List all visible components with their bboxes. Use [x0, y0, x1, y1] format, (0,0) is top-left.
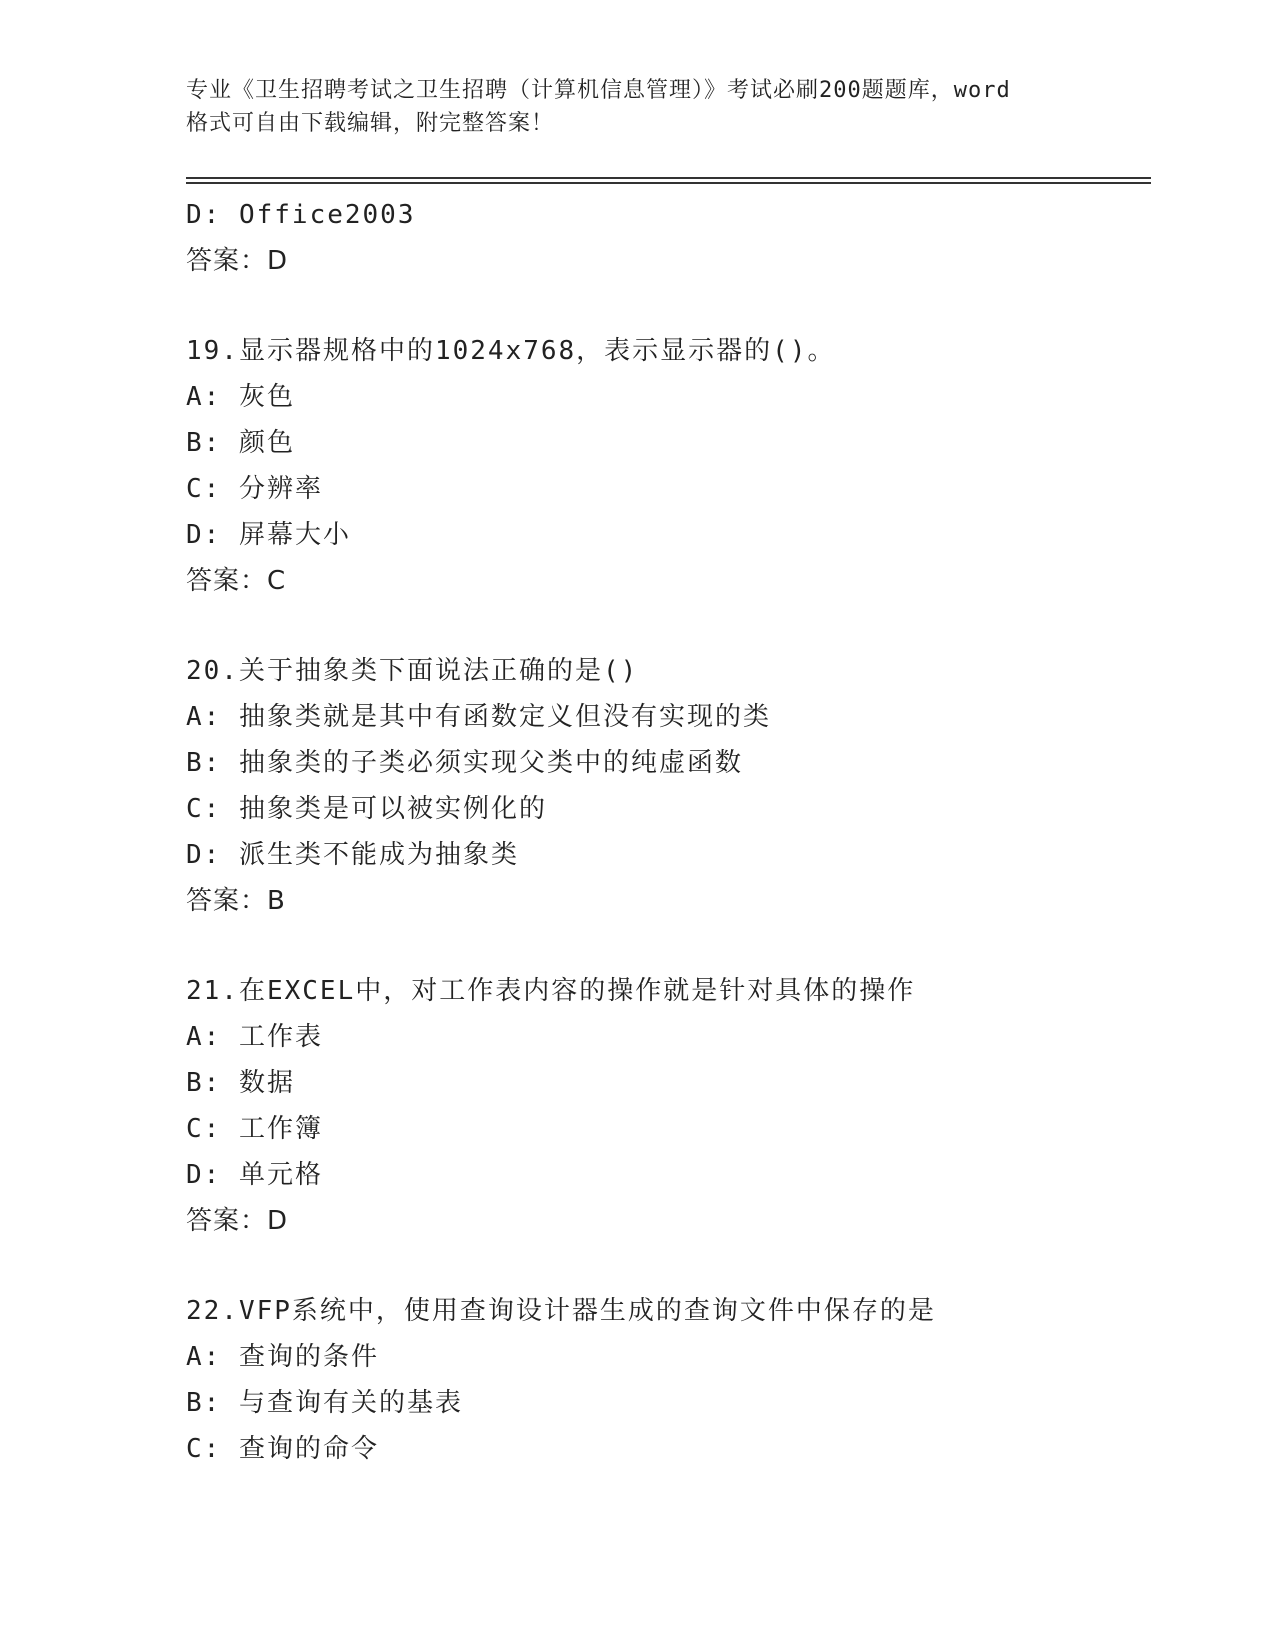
answer-line: 答案：D	[186, 246, 289, 276]
option-d: D: 屏幕大小	[186, 520, 351, 550]
header-line-1: 专业《卫生招聘考试之卫生招聘（计算机信息管理）》考试必刷200题题库，word	[186, 78, 1011, 103]
option-c: C: 查询的命令	[186, 1434, 379, 1464]
question-block	[186, 648, 1146, 924]
question-title: 22.VFP系统中，使用查询设计器生成的查询文件中保存的是	[186, 1296, 936, 1326]
option-c: C: 分辨率	[186, 474, 323, 504]
question-block	[186, 968, 1146, 1244]
answer-line: 答案：C	[186, 566, 287, 596]
header-divider-bottom	[186, 182, 1151, 184]
option-d: D: Office2003	[186, 200, 416, 230]
spacer	[186, 924, 1146, 968]
document-header	[186, 74, 1086, 140]
question-title: 21.在EXCEL中，对工作表内容的操作就是针对具体的操作	[186, 976, 916, 1006]
option-c: C: 工作簿	[186, 1114, 323, 1144]
answer-line: 答案：D	[186, 1206, 289, 1236]
option-a: A: 工作表	[186, 1022, 323, 1052]
option-c: C: 抽象类是可以被实例化的	[186, 794, 547, 824]
option-b: B: 颜色	[186, 428, 295, 458]
option-a: A: 抽象类就是其中有函数定义但没有实现的类	[186, 702, 771, 732]
spacer	[186, 1244, 1146, 1288]
option-a: A: 查询的条件	[186, 1342, 379, 1372]
option-b: B: 数据	[186, 1068, 295, 1098]
option-b: B: 抽象类的子类必须实现父类中的纯虚函数	[186, 748, 743, 778]
answer-line: 答案：B	[186, 886, 286, 916]
option-b: B: 与查询有关的基表	[186, 1388, 463, 1418]
question-title: 19.显示器规格中的1024x768，表示显示器的()。	[186, 336, 836, 366]
option-d: D: 派生类不能成为抽象类	[186, 840, 519, 870]
question-block	[186, 1288, 1146, 1472]
question-content	[186, 192, 1146, 1472]
option-d: D: 单元格	[186, 1160, 323, 1190]
spacer	[186, 604, 1146, 648]
spacer	[186, 284, 1146, 328]
question-title: 20.关于抽象类下面说法正确的是()	[186, 656, 639, 686]
question-block	[186, 328, 1146, 604]
option-a: A: 灰色	[186, 382, 295, 412]
header-divider-top	[186, 177, 1151, 179]
header-line-2: 格式可自由下载编辑，附完整答案！	[186, 111, 555, 136]
